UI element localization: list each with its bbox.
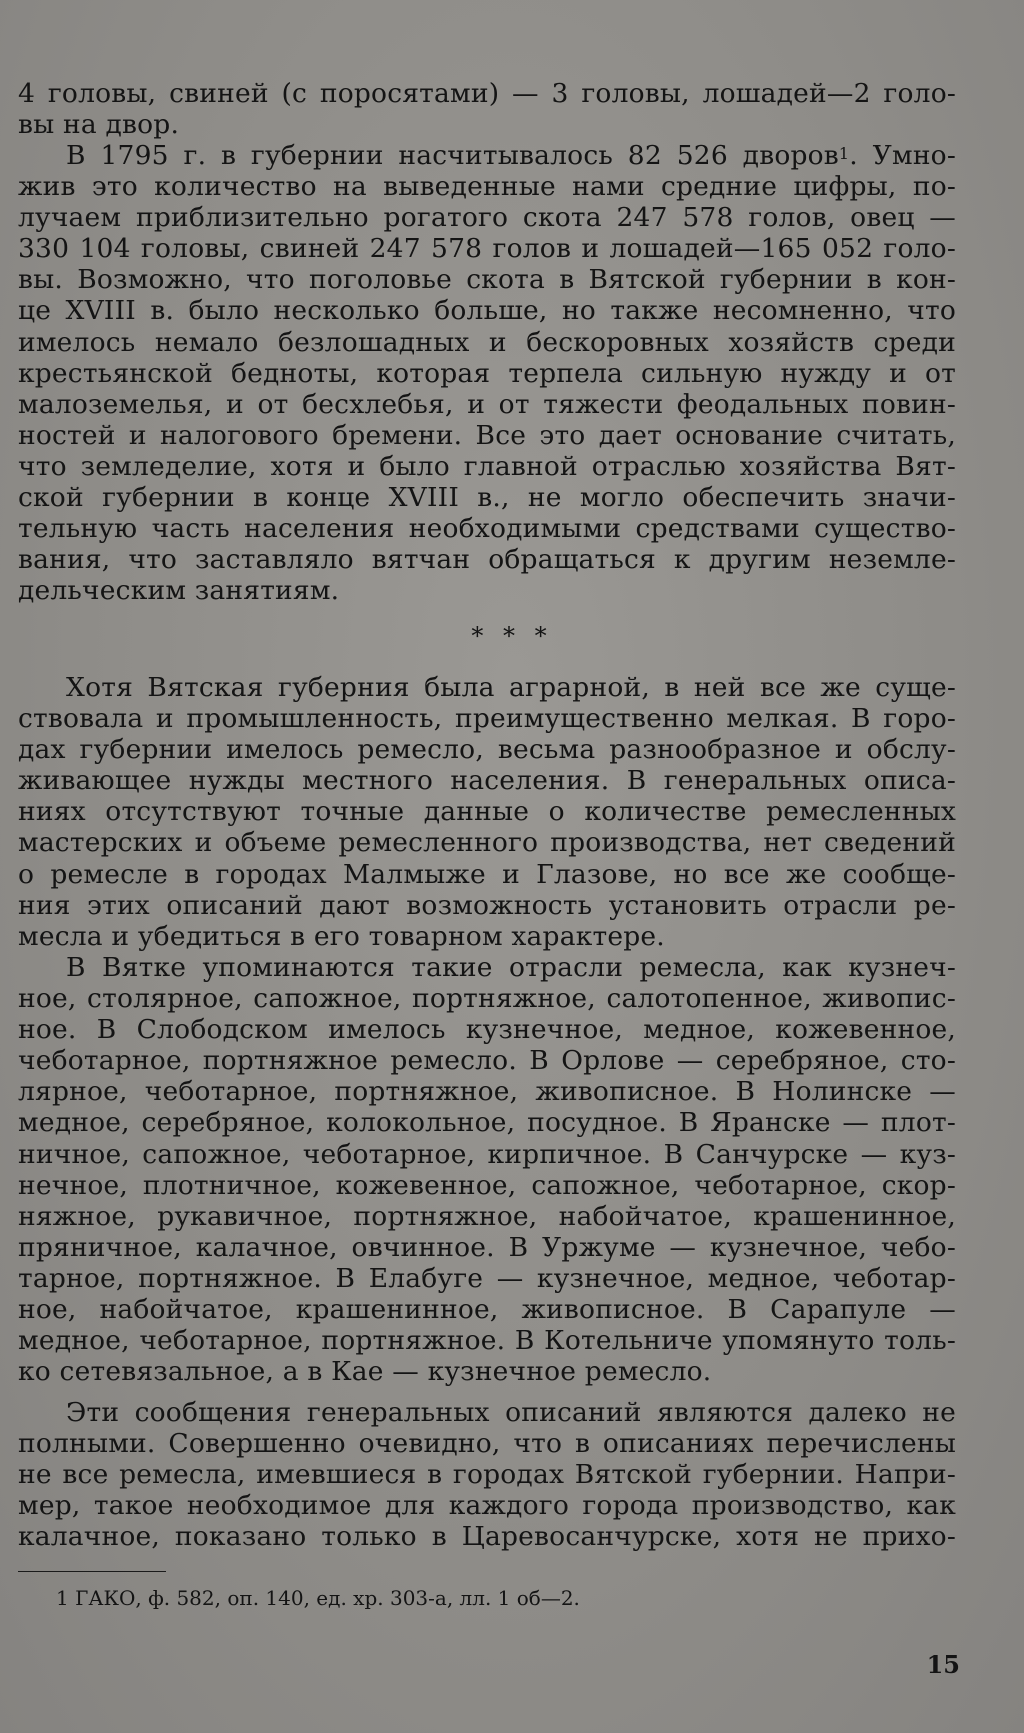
text-line: вы. Возможно, что поголовье скота в Вятской губернии в кон- (18, 264, 956, 296)
text-line: мер, такое необходимое для каждого города производство, как (18, 1490, 956, 1522)
paragraph-crafts-by-city (18, 952, 956, 1387)
text-line: це XVIII в. было несколько больше, но также несомненно, что (18, 295, 956, 327)
footnote-text: ГАКО, ф. 582, оп. 140, ед. хр. 303-а, лл. 1 об—2. (75, 1586, 580, 1610)
text-line-end: . Умно- (849, 140, 956, 171)
text-line: ное, набойчатое, крашенинное, живописное. В Сарапуле — (18, 1294, 956, 1326)
text-line: лучаем приблизительно рогатого скота 247 578 голов, овец — (18, 202, 956, 234)
text-line: вания, что заставляло вятчан обращаться к другим неземле- (18, 544, 956, 576)
page-number: 15 (926, 1650, 960, 1679)
text-line: чеботарное, портняжное ремесло. В Орлове — серебряное, сто- (18, 1045, 956, 1077)
footnote (56, 1585, 580, 1611)
text-line: полными. Совершенно очевидно, что в описаниях перечислены (18, 1428, 956, 1460)
paragraph-livestock-estimate (18, 140, 956, 606)
footnote-number: 1 (56, 1586, 69, 1610)
footnote-marker: 1 (838, 144, 850, 163)
text-line: тарное, портняжное. В Елабуге — кузнечное, медное, чеботар- (18, 1262, 956, 1294)
text-line: ко сетевязальное, а в Кае — кузнечное ремесло. (18, 1356, 712, 1388)
paragraph-continuation (18, 78, 956, 140)
text-line: вы на двор. (18, 109, 180, 141)
section-separator: * * * (471, 622, 553, 650)
text-line: не все ремесла, имевшиеся в городах Вятской губернии. Напри- (18, 1459, 956, 1491)
text-line: жив это количество на выведенные нами средние цифры, по- (18, 171, 956, 203)
text-line: калачное, показано только в Царевосанчурске, хотя не прихо- (18, 1521, 956, 1553)
text-line: дельческим занятиям. (18, 575, 340, 607)
text-line: Эти сообщения генеральных описаний являются далеко не (66, 1397, 956, 1428)
text-line: живающее нужды местного населения. В генеральных описа- (18, 765, 956, 797)
text-line: тельную часть населения необходимыми средствами существо- (18, 513, 956, 545)
text-line: мастерских и объеме ремесленного производства, нет сведений (18, 827, 956, 859)
text-line: ниях отсутствуют точные данные о количестве ремесленных (18, 796, 956, 828)
text-line: ностей и налогового бремени. Все это дает основание считать, (18, 419, 956, 451)
text-line: крестьянской бедноты, которая терпела сильную нужду и от (18, 357, 956, 389)
text-line: ничное, сапожное, чеботарное, кирпичное. В Санчурске — куз- (18, 1138, 956, 1170)
text-line-start: В 1795 г. в губернии насчитывалось 82 526 дворов (66, 140, 839, 171)
text-line: имелось немало безлошадных и бескоровных хозяйств среди (18, 326, 956, 358)
text-line: ния этих описаний дают возможность установить отрасли ре- (18, 889, 956, 921)
text-line: 4 головы, свиней (с поросятами) — 3 головы, лошадей—2 голо- (18, 78, 956, 109)
text-line: ской губернии в конце XVIII в., не могло обеспечить значи- (18, 482, 956, 514)
text-line: нечное, плотничное, кожевенное, сапожное, чеботарное, скор- (18, 1169, 956, 1201)
text-line: В Вятке упоминаются такие отрасли ремесла, как кузнеч- (66, 952, 956, 983)
text-line: пряничное, калачное, овчинное. В Уржуме — кузнечное, чебо- (18, 1231, 956, 1263)
text-line (18, 140, 956, 171)
text-line: Хотя Вятская губерния была аграрной, в ней все же суще- (66, 672, 956, 703)
footnote-divider (18, 1571, 166, 1572)
text-line: месла и убедиться в его товарном характере. (18, 920, 665, 952)
text-line: няжное, рукавичное, портняжное, набойчатое, крашенинное, (18, 1200, 956, 1232)
paragraph-industry-intro (18, 672, 956, 952)
text-line: о ремесле в городах Малмыже и Глазове, но все же сообще- (18, 858, 956, 890)
text-line: что земледелие, хотя и было главной отраслью хозяйства Вят- (18, 450, 956, 482)
text-line: лярное, чеботарное, портняжное, живописное. В Нолинске — (18, 1076, 956, 1108)
text-line: дах губернии имелось ремесло, весьма разнообразное и обслу- (18, 734, 956, 766)
text-line: ное, столярное, сапожное, портняжное, салотопенное, живопис- (18, 983, 956, 1015)
text-line: медное, серебряное, колокольное, посудное. В Яранске — плот- (18, 1107, 956, 1139)
text-line: ное. В Слободском имелось кузнечное, медное, кожевенное, (18, 1014, 956, 1046)
paragraph-incomplete-reports (18, 1397, 956, 1552)
text-line: малоземелья, и от бесхлебья, и от тяжести феодальных повин- (18, 388, 956, 420)
text-line: медное, чеботарное, портняжное. В Котельниче упомянуто толь- (18, 1325, 956, 1357)
text-line: 330 104 головы, свиней 247 578 голов и лошадей—165 052 голо- (18, 233, 956, 265)
text-line: ствовала и промышленность, преимущественно мелкая. В горо- (18, 703, 956, 735)
